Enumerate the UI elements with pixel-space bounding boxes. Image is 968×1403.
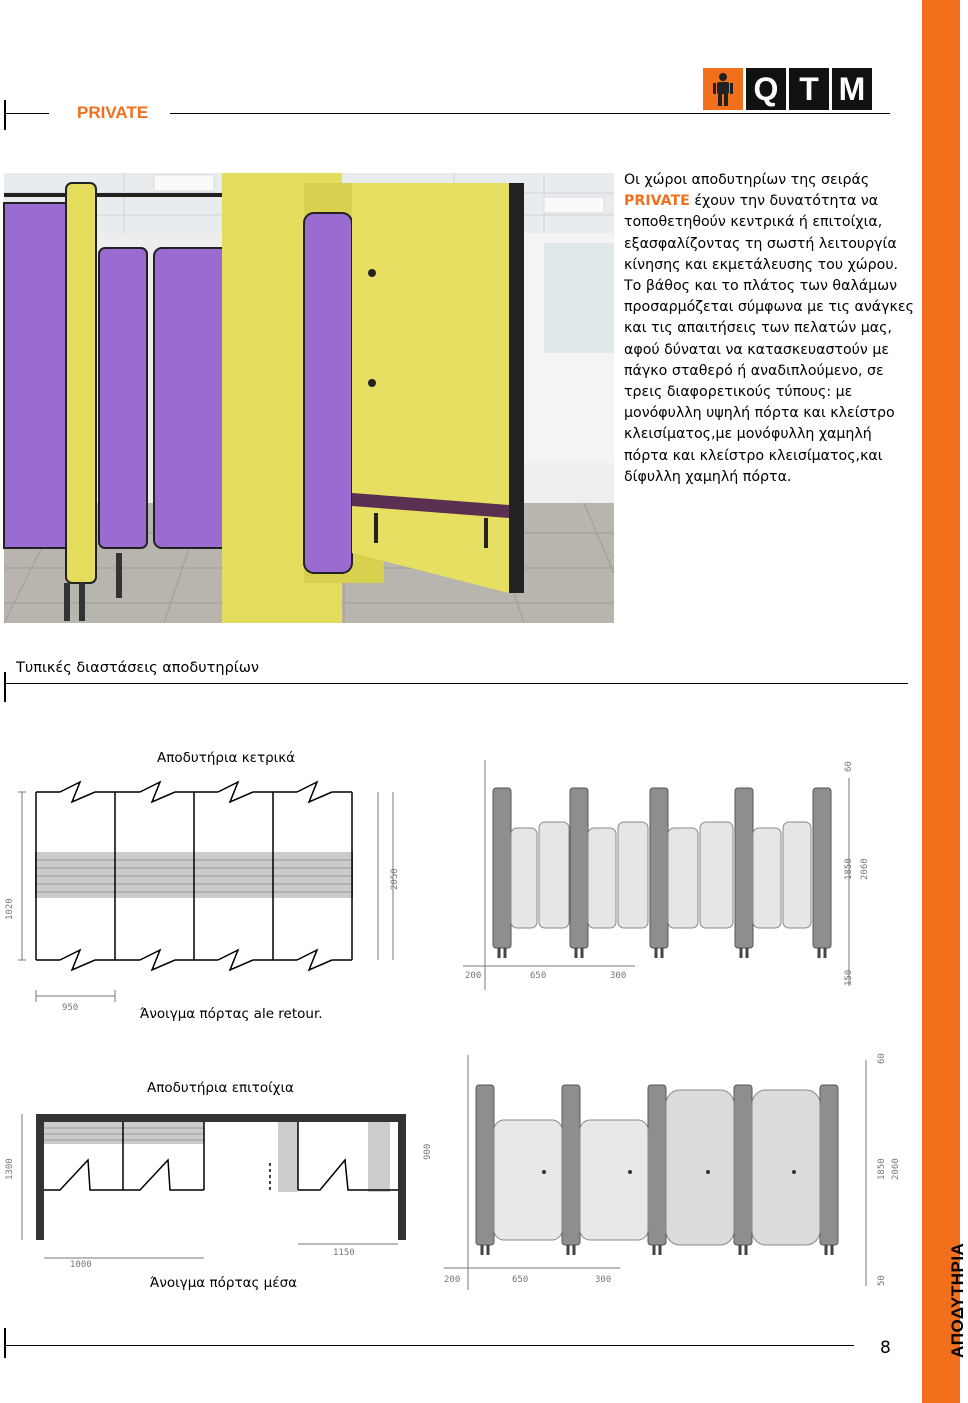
header-rule <box>170 113 890 114</box>
svg-text:2060: 2060 <box>860 858 870 880</box>
qtm-logo <box>703 68 872 110</box>
series-title: PRIVATE <box>77 103 149 122</box>
dim-depth-label: 1020 <box>5 898 15 920</box>
header-corner-mark <box>4 100 6 130</box>
description-intro: Οι χώροι αποδυτηρίων της σειράς <box>624 172 870 188</box>
description-intro-end: έχουν την δυνατότητα να <box>689 193 879 210</box>
description-highlight: PRIVATE <box>624 193 690 210</box>
dimensions-section-title: Τυπικές διαστάσεις αποδυτηρίων <box>16 660 259 676</box>
wall-plan-drawing <box>0 1100 433 1280</box>
footer-corner-mark <box>4 1328 6 1358</box>
svg-text:300: 300 <box>595 1275 612 1285</box>
cabins-photo <box>4 173 614 623</box>
series-description <box>624 170 916 488</box>
svg-text:300: 300 <box>610 971 627 981</box>
svg-text:1300: 1300 <box>5 1158 15 1180</box>
wall-cabins-title: Αποδυτήρια επιτοίχια <box>147 1080 294 1096</box>
svg-text:150: 150 <box>844 969 854 986</box>
central-elevation-drawing <box>455 760 875 990</box>
logo-letter-m: M <box>832 68 872 110</box>
svg-text:50: 50 <box>877 1275 887 1286</box>
svg-text:650: 650 <box>530 971 547 981</box>
central-door-caption: Άνοιγμα πόρτας ale retour. <box>140 1006 323 1022</box>
wall-elevation-drawing <box>440 1050 900 1290</box>
section-corner-mark <box>4 672 6 702</box>
central-height-dim <box>383 770 403 970</box>
svg-text:1850: 1850 <box>844 858 854 880</box>
description-body: τοποθετηθούν κεντρικά ή επιτοίχια, εξασφαλίζοντας τη σωστή λειτουργία κίνησης και εκμετάλευσης του χώρου. Το βάθος και το πλάτος των θαλάμων προσαρμόζεται σύμφωνα με τις ανάγκες και τις απαιτήσεις των πελατών μας, αφού δύναται να κατασκευαστούν με πάγκο σταθερό ή αναδιπλούμενο, σε τρεις διαφορετικούς τύπους: με μονόφυλλη υψηλή πόρτα και κλείστρο κλεισίματος,με μονόφυλλη χαμηλή πόρτα και κλείστρο κλεισίματος,και δίφυλλη χαμηλή πόρτα. <box>624 214 914 485</box>
central-plan-drawing <box>0 770 370 1020</box>
dim-width-label: 950 <box>62 1003 79 1013</box>
svg-text:2060: 2060 <box>891 1158 901 1180</box>
section-rule <box>4 683 908 684</box>
footer-rule <box>4 1345 854 1346</box>
svg-text:200: 200 <box>465 971 482 981</box>
logo-letter-t: T <box>789 68 829 110</box>
svg-text:900: 900 <box>423 1143 433 1160</box>
svg-text:1150: 1150 <box>333 1248 355 1258</box>
svg-text:200: 200 <box>444 1275 461 1285</box>
header-left-rule <box>4 113 49 114</box>
person-icon <box>703 68 743 110</box>
svg-text:60: 60 <box>877 1053 887 1064</box>
logo-letter-q: Q <box>746 68 786 110</box>
sidebar-section-label: ΑΠΟΔΥΤΗΡΙΑ <box>948 1242 967 1358</box>
page-number: 8 <box>880 1338 891 1358</box>
wall-door-caption: Άνοιγμα πόρτας μέσα <box>150 1275 298 1291</box>
svg-text:650: 650 <box>512 1275 529 1285</box>
side-accent-bar <box>922 0 967 1403</box>
svg-text:60: 60 <box>844 761 854 772</box>
svg-text:1850: 1850 <box>877 1158 887 1180</box>
svg-text:2050: 2050 <box>390 868 400 890</box>
central-cabins-title: Αποδυτήρια κετρικά <box>157 750 296 766</box>
svg-text:1000: 1000 <box>70 1260 92 1270</box>
